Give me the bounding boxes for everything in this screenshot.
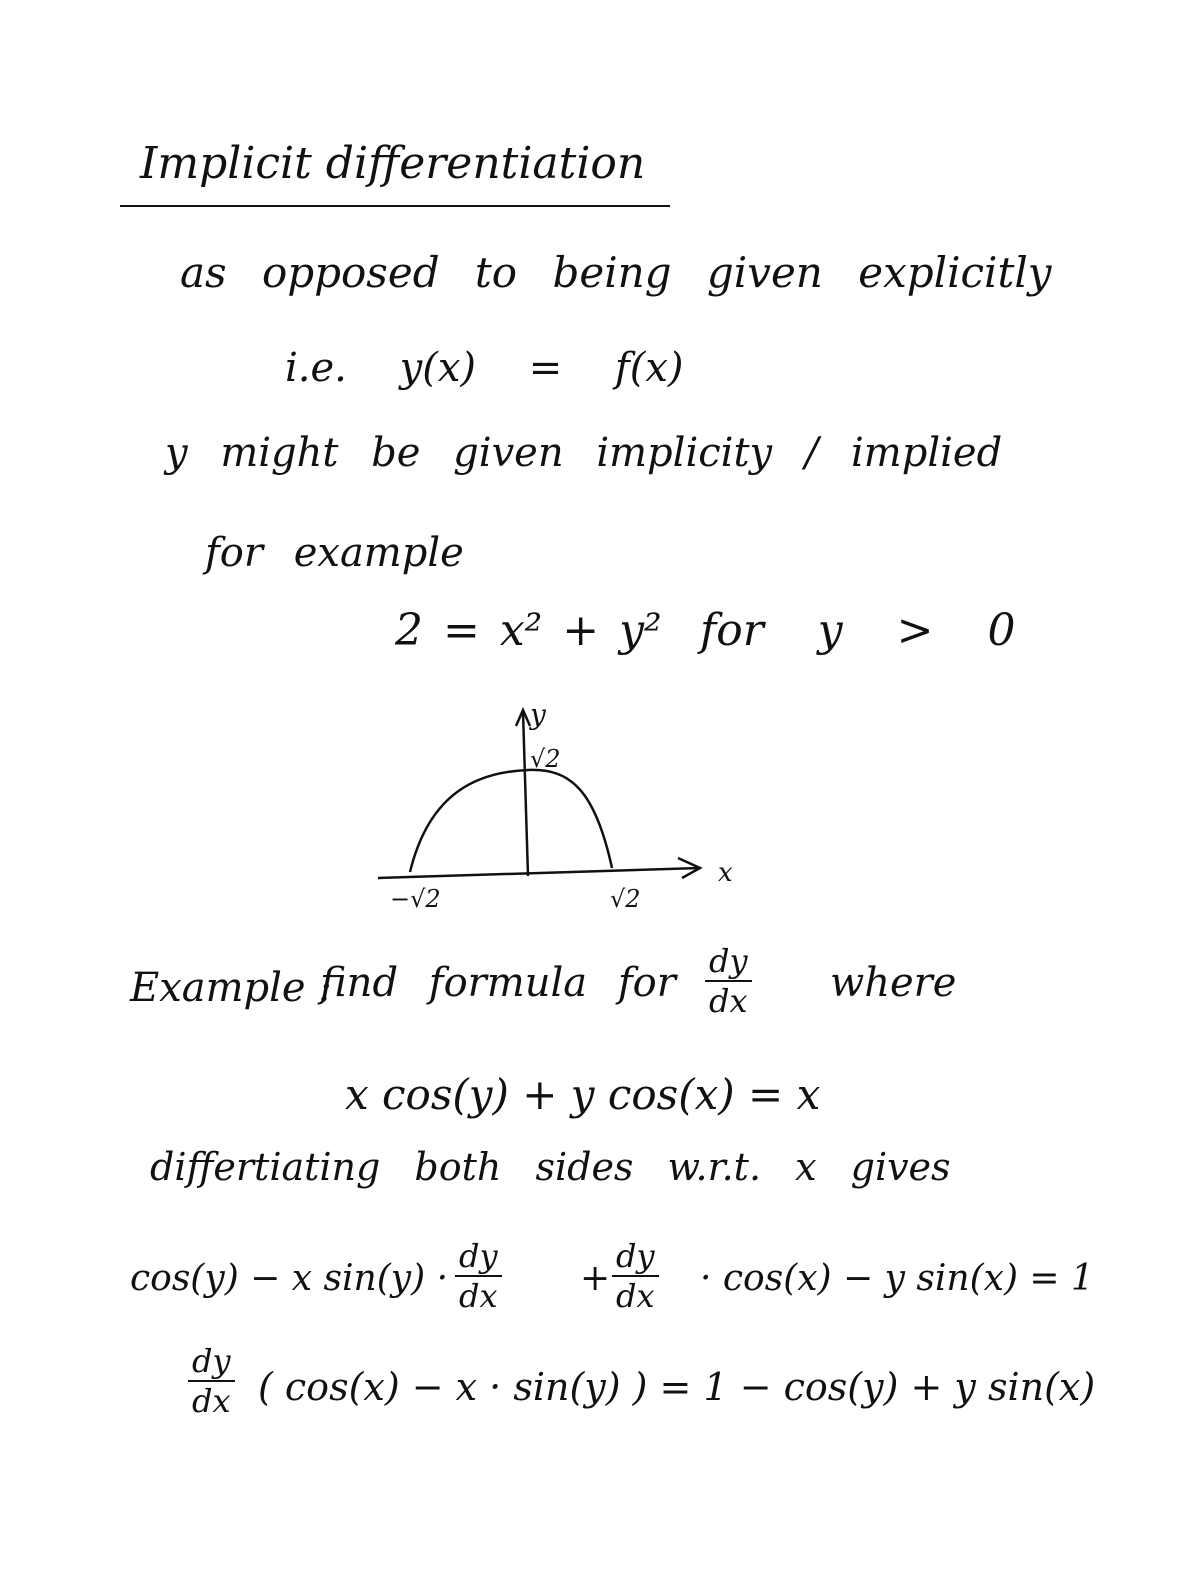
graph-top-label: √2 xyxy=(530,745,561,773)
graph-right-label: √2 xyxy=(610,885,641,913)
page-title: Implicit differentiation xyxy=(140,138,646,189)
fraction-denominator: dx xyxy=(616,1277,655,1315)
note-line-implicit: y might be given implicity / implied xyxy=(165,430,1003,476)
derivative-part-1: cos(y) − x sin(y) · xyxy=(130,1258,449,1299)
x-axis xyxy=(378,868,700,878)
final-equation: ( cos(x) − x · sin(y) ) = 1 − cos(y) + y sin(x) xyxy=(258,1365,1096,1409)
example-where: where xyxy=(830,960,957,1006)
title-underline xyxy=(120,205,670,207)
derivative-part-2: + xyxy=(580,1258,611,1299)
equation-main: x cos(y) + y cos(x) = x xyxy=(345,1070,821,1119)
graph-x-label: x xyxy=(718,858,733,888)
equation-circle: 2 = x² + y² xyxy=(395,605,662,656)
graph-left-label: −√2 xyxy=(390,885,441,913)
fraction-dy-dx xyxy=(705,942,752,1020)
fraction-denominator: dx xyxy=(709,982,748,1020)
note-line-ie: i.e. y(x) = f(x) xyxy=(285,345,684,391)
fraction-numerator: dy xyxy=(192,1342,231,1380)
fraction-denominator: dx xyxy=(192,1382,231,1420)
fraction-numerator: dy xyxy=(616,1237,655,1275)
y-axis xyxy=(523,712,528,876)
fraction-numerator: dy xyxy=(709,942,748,980)
fraction-dy-dx xyxy=(612,1237,659,1315)
semicircle-curve xyxy=(410,770,612,872)
note-line-for-example: for example xyxy=(205,530,464,576)
example-label: Example : xyxy=(130,965,332,1011)
fraction-numerator: dy xyxy=(459,1237,498,1275)
graph-y-label: y xyxy=(530,698,546,731)
fraction-dy-dx xyxy=(455,1237,502,1315)
fraction-denominator: dx xyxy=(459,1277,498,1315)
note-line-explicit: as opposed to being given explicitly xyxy=(180,248,1052,297)
derivative-part-3: · cos(x) − y sin(x) = 1 xyxy=(700,1258,1094,1299)
example-text: find formula for xyxy=(320,960,676,1006)
equation-condition: for y > 0 xyxy=(700,605,1016,656)
note-line-differentiate: differtiating both sides w.r.t. x gives xyxy=(150,1145,951,1189)
fraction-dy-dx xyxy=(188,1342,235,1420)
